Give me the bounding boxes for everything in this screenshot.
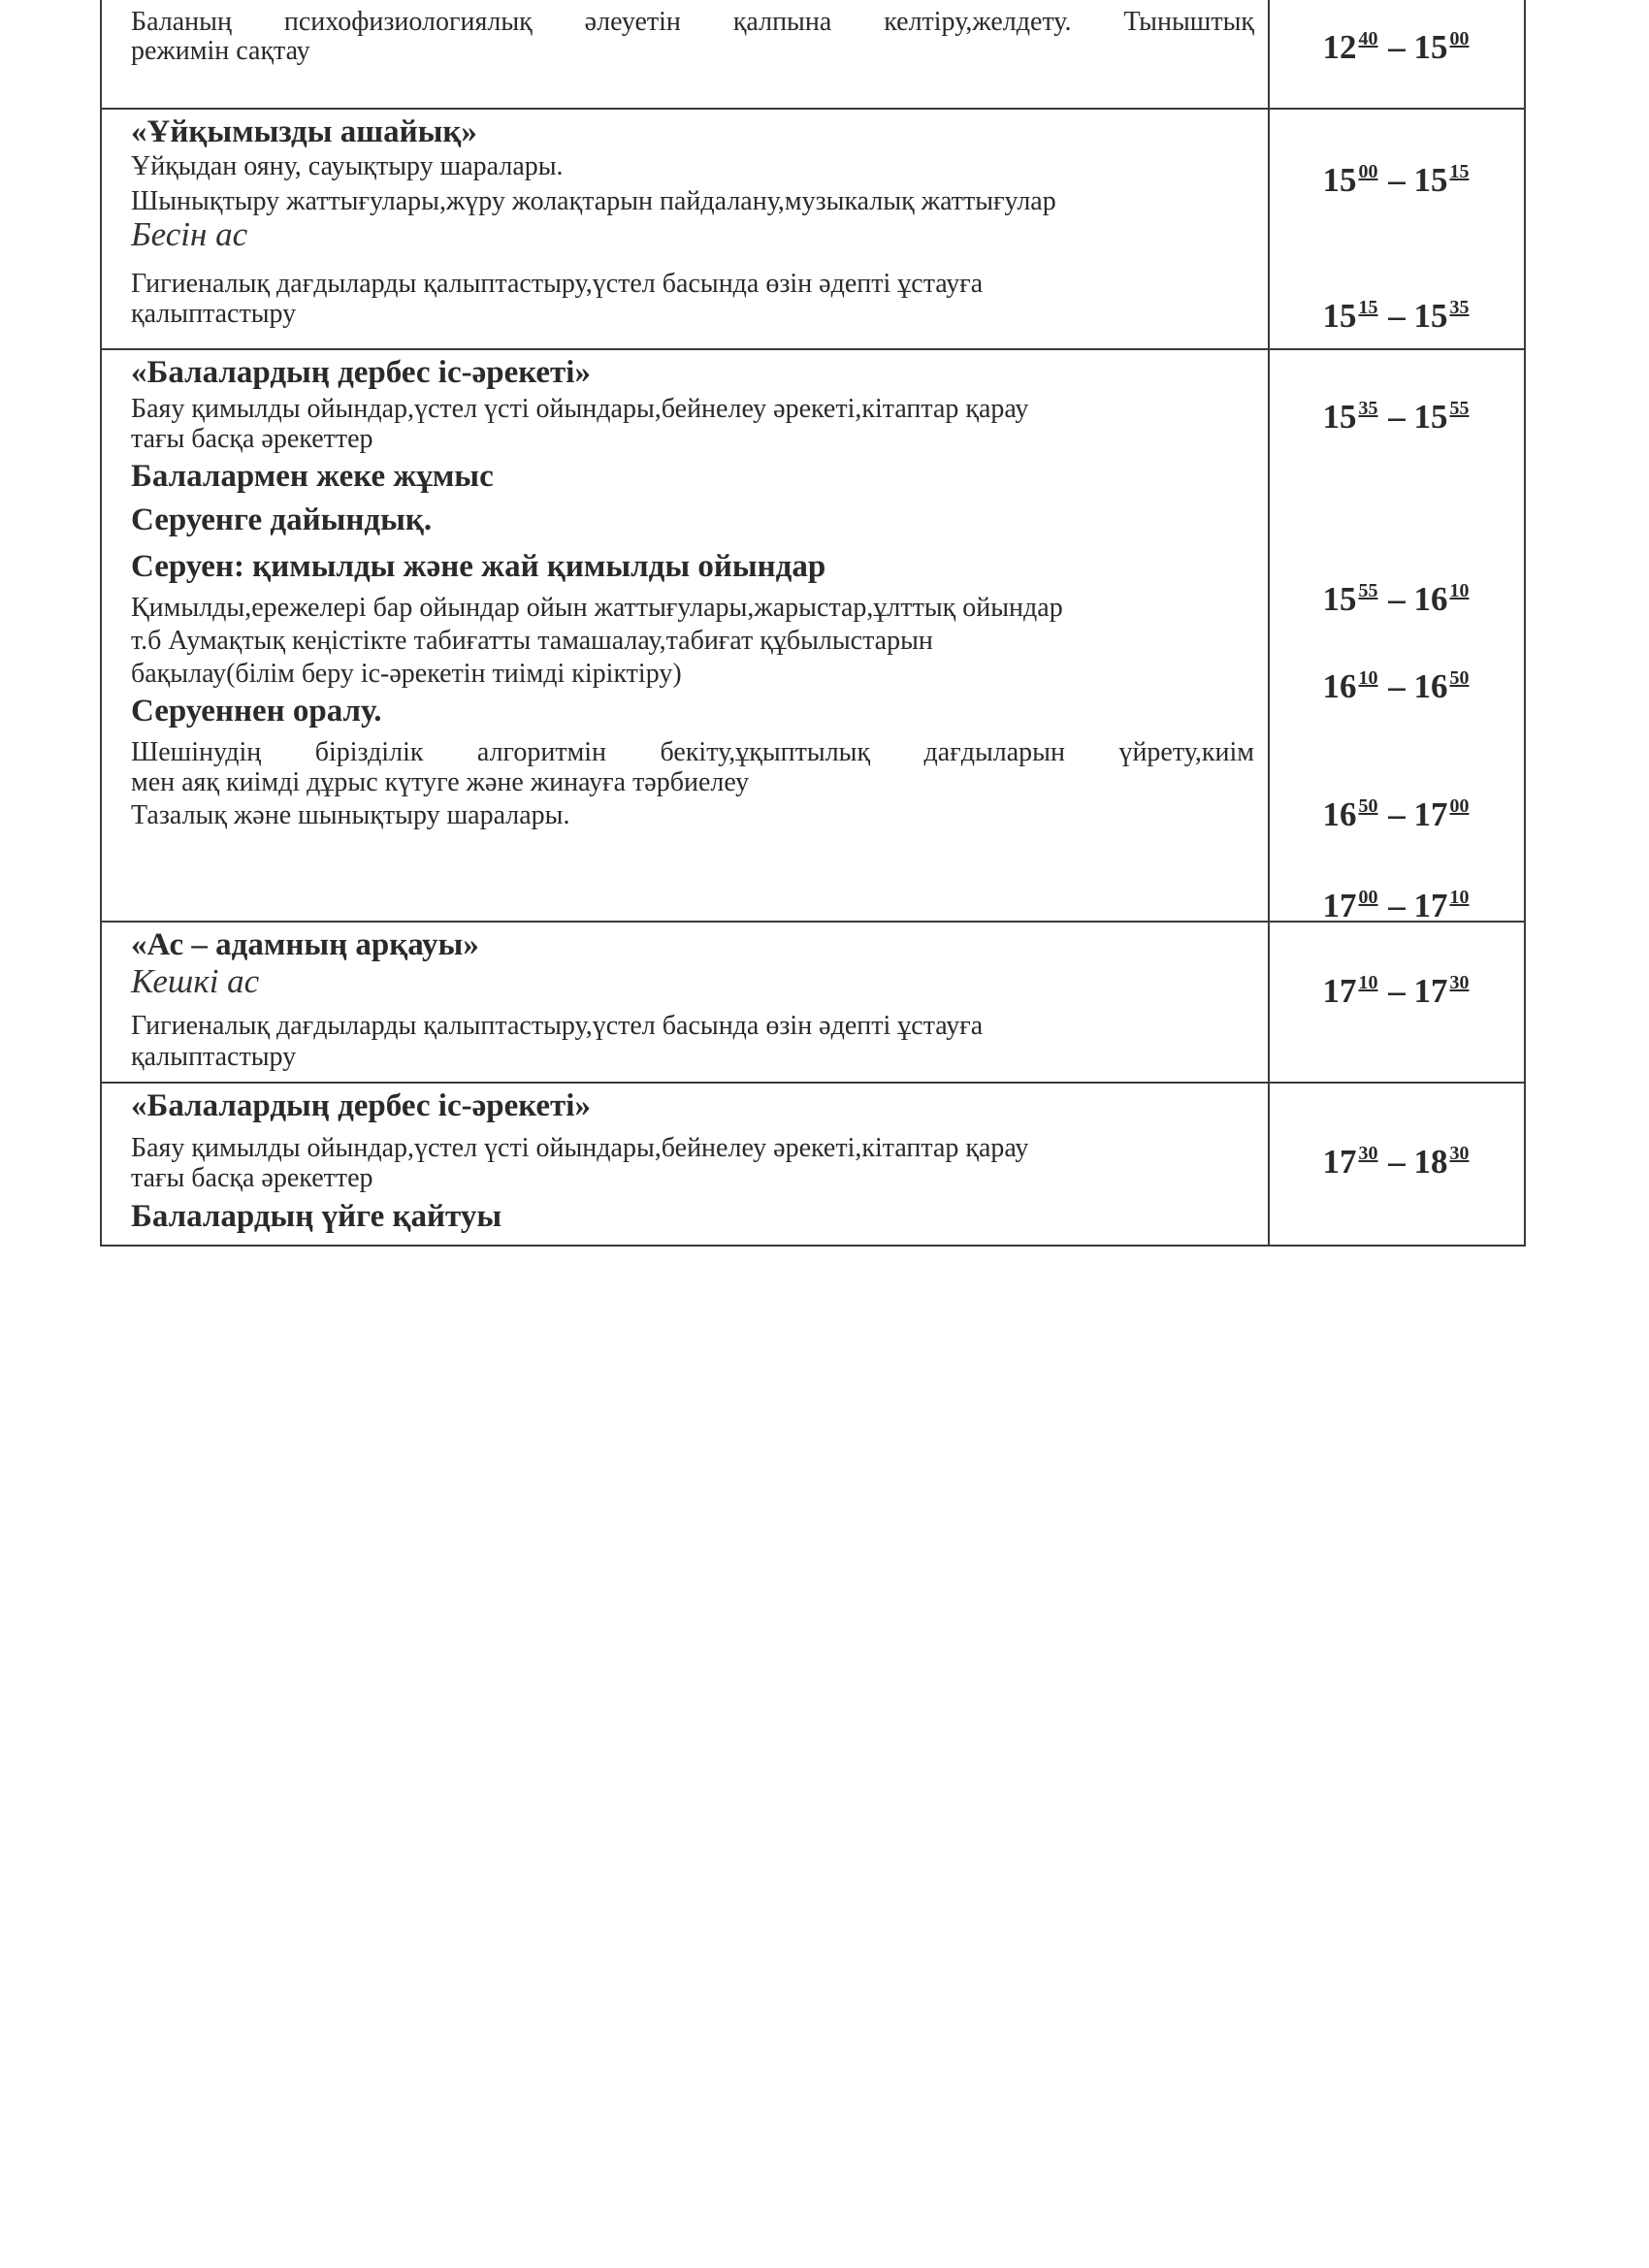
activity-text-line: қалыптастыру [131,299,297,329]
activity-text-line: Баяу қимылды ойындар,үстел үсті ойындары,бейнелеу әрекеті,кітаптар қарау [131,1133,1029,1163]
subsection-title: Балалармен жеке жұмыс [131,459,494,494]
time-range: 17 $^{10}$ – 17 $^{30}$ [1322,972,1470,1010]
schedule-row [101,0,1525,109]
activity-text-line: бақылау(білім беру іс-әрекетін тиімді кіріктіру) [131,659,682,689]
time-range: 16 $^{50}$ – 17 $^{00}$ [1322,795,1470,833]
activity-cell [101,349,1269,922]
time-range: 15 $^{35}$ – 15 $^{55}$ [1322,398,1470,436]
section-title: «Балалардың дербес іс-әрекеті» [131,1088,591,1123]
activity-text-line: Шынықтыру жаттығулары,жүру жолақтарын пайдалану,музыкалық жаттығулар [131,186,1056,216]
meal-name: Бесін ас [131,215,248,253]
activity-text-line: Тазалық және шынықтыру шаралары. [131,800,570,830]
time-range: 16 $^{10}$ – 16 $^{50}$ [1322,667,1470,705]
time-cell [1269,0,1525,109]
activity-text-line: Баяу қимылды ойындар,үстел үсті ойындары,бейнелеу әрекеті,кітаптар қарау [131,394,1029,424]
schedule-row [101,349,1525,922]
time-cell [1269,922,1525,1083]
activity-text-line: Қимылды,ережелері бар ойындар ойын жаттығулары,жарыстар,ұлттық ойындар [131,593,1063,623]
activity-text-line: Ұйқыдан ояну, сауықтыру шаралары. [131,151,564,181]
time-range: 17 $^{00}$ – 17 $^{10}$ [1322,887,1470,924]
activity-text-line: мен аяқ киімді дұрыс күтуге және жинауға тәрбиелеу [131,767,750,797]
activity-text-line: Баланың психофизиологиялық әлеуетін қалпына келтіру,желдету. Тыныштық [131,7,1254,37]
time-range: 15 $^{15}$ – 15 $^{35}$ [1322,297,1470,335]
activity-text-line: т.б Аумақтық кеңістікте табиғатты тамашалау,табиғат құбылыстарын [131,626,933,656]
activity-text-line: Шешінудің бірізділік алгоритмін бекіту,ұқыптылық дағдыларын үйрету,киім [131,737,1254,767]
time-cell [1269,349,1525,922]
schedule-row [101,922,1525,1083]
activity-text-line: тағы басқа әрекеттер [131,1163,373,1193]
footer-note: Балалардың үйге қайтуы [131,1199,502,1234]
time-range: 15 $^{55}$ – 16 $^{10}$ [1322,580,1470,618]
time-range: 15 $^{00}$ – 15 $^{15}$ [1322,161,1470,199]
time-cell [1269,1083,1525,1246]
schedule-row [101,109,1525,349]
activity-cell [101,109,1269,349]
time-range: 12 $^{40}$ – 15 $^{00}$ [1322,28,1470,66]
daily-schedule-table [100,0,1526,1247]
section-title: «Ас – адамның арқауы» [131,927,479,962]
activity-text-line: қалыптастыру [131,1042,297,1072]
subsection-title: Серуеннен оралу. [131,694,382,729]
subsection-title: Серуенге дайындық. [131,502,433,537]
time-cell [1269,109,1525,349]
meal-name: Кешкі ас [131,962,260,1000]
time-range: 17 $^{30}$ – 18 $^{30}$ [1322,1143,1470,1181]
activity-text-line: Гигиеналық дағдыларды қалыптастыру,үстел басында өзін әдепті ұстауға [131,1011,984,1041]
activity-text-line: режимін сақтау [131,36,310,66]
schedule-row [101,1083,1525,1246]
activity-text-line: Гигиеналық дағдыларды қалыптастыру,үстел басында өзін әдепті ұстауға [131,269,984,299]
activity-cell [101,0,1269,109]
activity-cell [101,1083,1269,1246]
activity-cell [101,922,1269,1083]
section-title: «Ұйқымызды ашайық» [131,114,477,149]
section-title: «Балалардың дербес іс-әрекеті» [131,355,591,390]
subsection-title: Серуен: қимылды және жай қимылды ойындар [131,549,826,584]
activity-text-line: тағы басқа әрекеттер [131,424,373,454]
